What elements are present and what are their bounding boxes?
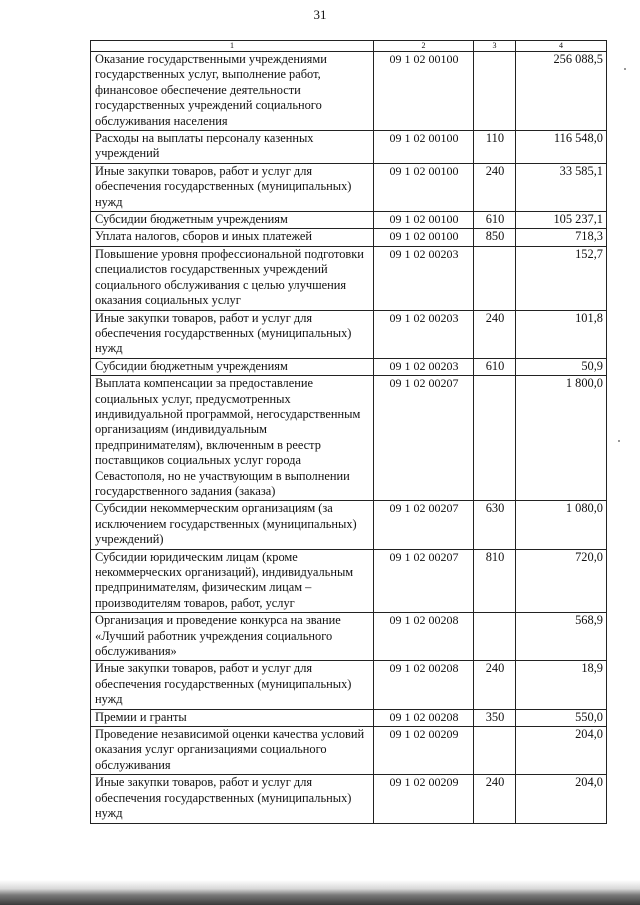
- row-code: 09 1 02 00208: [374, 709, 474, 726]
- row-name: Иные закупки товаров, работ и услуг для обеспечения государственных (муниципальных) нужд: [91, 775, 374, 823]
- page-number: 31: [313, 7, 327, 22]
- row-type: 810: [474, 549, 516, 613]
- row-code: 09 1 02 00100: [374, 229, 474, 246]
- row-code: 09 1 02 00203: [374, 358, 474, 375]
- table-row: [91, 131, 607, 164]
- scan-speck: [618, 440, 620, 442]
- row-amount: 116 548,0: [516, 131, 607, 164]
- table-row: [91, 358, 607, 375]
- row-amount: 1 800,0: [516, 376, 607, 501]
- row-type: 110: [474, 131, 516, 164]
- budget-table: [90, 40, 607, 824]
- row-name: Организация и проведение конкурса на звание «Лучший работник учреждения социального обслуживания»: [91, 613, 374, 661]
- row-amount: 204,0: [516, 775, 607, 823]
- row-code: 09 1 02 00207: [374, 549, 474, 613]
- row-type: [474, 613, 516, 661]
- row-code: 09 1 02 00208: [374, 661, 474, 709]
- row-type: 240: [474, 775, 516, 823]
- row-code: 09 1 02 00209: [374, 727, 474, 775]
- row-amount: 1 080,0: [516, 501, 607, 549]
- table-row: [91, 229, 607, 246]
- row-code: 09 1 02 00203: [374, 310, 474, 358]
- row-name: Премии и гранты: [91, 709, 374, 726]
- row-type: 850: [474, 229, 516, 246]
- scan-bottom-edge: [0, 880, 640, 905]
- column-header-amount: 4: [516, 41, 607, 52]
- row-type: 240: [474, 310, 516, 358]
- row-amount: 550,0: [516, 709, 607, 726]
- row-name: Субсидии бюджетным учреждениям: [91, 358, 374, 375]
- table-row: [91, 501, 607, 549]
- table-row: [91, 212, 607, 229]
- table-row: [91, 727, 607, 775]
- table-row: [91, 376, 607, 501]
- row-name: Иные закупки товаров, работ и услуг для обеспечения государственных (муниципальных) нужд: [91, 310, 374, 358]
- row-amount: 101,8: [516, 310, 607, 358]
- table-row: [91, 775, 607, 823]
- row-type: [474, 376, 516, 501]
- row-amount: 152,7: [516, 246, 607, 310]
- row-amount: 204,0: [516, 727, 607, 775]
- row-code: 09 1 02 00100: [374, 212, 474, 229]
- row-type: [474, 246, 516, 310]
- row-amount: 33 585,1: [516, 163, 607, 211]
- row-name: Субсидии бюджетным учреждениям: [91, 212, 374, 229]
- row-name: Выплата компенсации за предоставление социальных услуг, предусмотренных индивидуальной программой, негосударственным организациям (индивидуальным предпринимателям), включенным в реестр поставщиков социальных услуг города Севастополя, но не участвующим в выполнении государственного задания (заказа): [91, 376, 374, 501]
- row-amount: 105 237,1: [516, 212, 607, 229]
- row-type: 610: [474, 358, 516, 375]
- row-code: 09 1 02 00100: [374, 131, 474, 164]
- row-amount: 718,3: [516, 229, 607, 246]
- row-type: 630: [474, 501, 516, 549]
- row-name: Уплата налогов, сборов и иных платежей: [91, 229, 374, 246]
- row-amount: 720,0: [516, 549, 607, 613]
- row-name: Проведение независимой оценки качества условий оказания услуг организациями социального обслуживания: [91, 727, 374, 775]
- table-row: [91, 52, 607, 131]
- row-code: 09 1 02 00100: [374, 163, 474, 211]
- row-amount: 50,9: [516, 358, 607, 375]
- row-code: 09 1 02 00208: [374, 613, 474, 661]
- row-name: Иные закупки товаров, работ и услуг для обеспечения государственных (муниципальных) нужд: [91, 163, 374, 211]
- column-header-name: 1: [91, 41, 374, 52]
- row-name: Субсидии юридическим лицам (кроме некоммерческих организаций), индивидуальным предпринимателям, физическим лицам – производителям товаров, работ, услуг: [91, 549, 374, 613]
- row-name: Повышение уровня профессиональной подготовки специалистов государственных учреждений социального обслуживания с целью улучшения оказания социальных услуг: [91, 246, 374, 310]
- row-amount: 256 088,5: [516, 52, 607, 131]
- row-code: 09 1 02 00100: [374, 52, 474, 131]
- row-code: 09 1 02 00207: [374, 376, 474, 501]
- column-header-type: 3: [474, 41, 516, 52]
- scan-speck: [624, 68, 626, 70]
- table-row: [91, 549, 607, 613]
- table-row: [91, 661, 607, 709]
- table-row: [91, 246, 607, 310]
- row-type: 350: [474, 709, 516, 726]
- table-row: [91, 310, 607, 358]
- table-row: [91, 709, 607, 726]
- table-header-row: [91, 41, 607, 52]
- row-amount: 18,9: [516, 661, 607, 709]
- row-type: 240: [474, 163, 516, 211]
- row-code: 09 1 02 00203: [374, 246, 474, 310]
- row-type: 610: [474, 212, 516, 229]
- table-row: [91, 163, 607, 211]
- row-type: 240: [474, 661, 516, 709]
- row-code: 09 1 02 00207: [374, 501, 474, 549]
- table-row: [91, 613, 607, 661]
- row-amount: 568,9: [516, 613, 607, 661]
- row-name: Оказание государственными учреждениями государственных услуг, выполнение работ, финансовое обеспечение деятельности государственных учреждений социального обслуживания населения: [91, 52, 374, 131]
- column-header-code: 2: [374, 41, 474, 52]
- row-name: Расходы на выплаты персоналу казенных учреждений: [91, 131, 374, 164]
- row-name: Иные закупки товаров, работ и услуг для обеспечения государственных (муниципальных) нужд: [91, 661, 374, 709]
- row-type: [474, 52, 516, 131]
- row-type: [474, 727, 516, 775]
- row-code: 09 1 02 00209: [374, 775, 474, 823]
- row-name: Субсидии некоммерческим организациям (за исключением государственных (муниципальных) учреждений): [91, 501, 374, 549]
